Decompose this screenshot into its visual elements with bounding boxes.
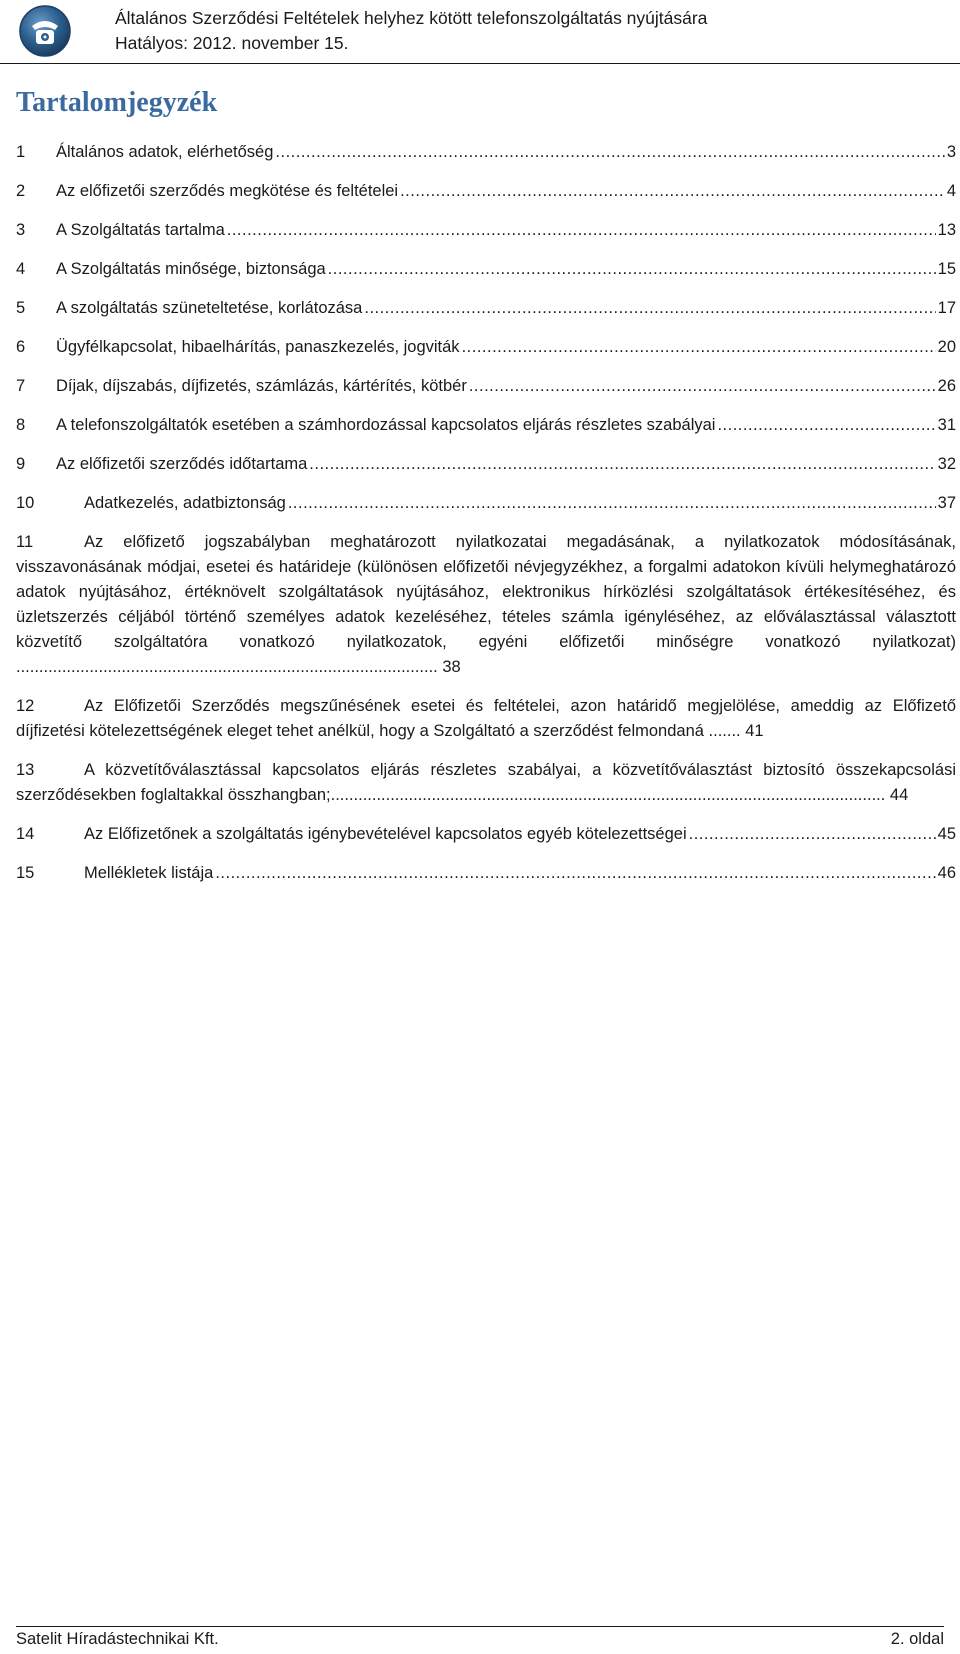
toc-entry-number: 7 — [16, 377, 26, 395]
toc-entry-page: 32 — [937, 455, 956, 473]
toc-entry-page: 41 — [745, 722, 764, 740]
toc-entry-title: Az Előfizetőnek a szolgáltatás igénybevételével kapcsolatos egyéb kötelezettségei — [84, 825, 687, 843]
toc-entry-title: Ügyfélkapcsolat, hibaelhárítás, panaszkezelés, jogviták — [56, 338, 460, 356]
toc-entry-title: Általános adatok, elérhetőség — [56, 143, 274, 161]
effective-date: Hatályos: 2012. november 15. — [115, 33, 349, 53]
toc-entry-title: Adatkezelés, adatbiztonság — [84, 494, 286, 512]
toc-entry-body — [16, 694, 956, 744]
dot-leader: ....... — [708, 722, 741, 740]
toc-entry-number: 4 — [16, 260, 26, 278]
toc-entry[interactable] — [16, 758, 956, 808]
toc-entry[interactable] — [16, 296, 956, 321]
toc-entry-page: 45 — [937, 825, 956, 843]
toc-entry-number: 9 — [16, 455, 26, 473]
toc-entry-page: 4 — [946, 182, 956, 200]
toc-entry[interactable] — [16, 413, 956, 438]
dot-leader: ......................................................................................................................... — [330, 786, 886, 804]
dot-leader — [275, 140, 944, 165]
toc-entry-number: 8 — [16, 416, 26, 434]
footer-company: Satelit Híradástechnikai Kft. — [16, 1630, 219, 1648]
toc-entry-number: 13 — [16, 761, 35, 779]
dot-leader: ............................................................................................ — [16, 658, 438, 676]
table-of-contents — [16, 140, 956, 900]
toc-entry-body — [16, 758, 956, 808]
dot-leader — [364, 296, 935, 321]
toc-entry-title: A közvetítőválasztással kapcsolatos eljárás részletes szabályai, a közvetítőválasztást biztosító összekapcsolási szerződésekben foglaltakkal összhangban; — [16, 761, 956, 804]
document-title: Általános Szerződési Feltételek helyhez kötött telefonszolgáltatás nyújtására — [115, 8, 708, 28]
toc-entry-number: 3 — [16, 221, 26, 239]
toc-entry[interactable] — [16, 374, 956, 399]
toc-entry-page: 20 — [937, 338, 956, 356]
dot-leader — [309, 452, 935, 477]
toc-entry[interactable] — [16, 452, 956, 477]
toc-entry[interactable] — [16, 822, 956, 847]
toc-entry[interactable] — [16, 140, 956, 165]
toc-entry-page: 15 — [937, 260, 956, 278]
dot-leader — [328, 257, 936, 282]
toc-entry-page: 17 — [937, 299, 956, 317]
toc-entry[interactable] — [16, 218, 956, 243]
toc-title: Tartalomjegyzék — [16, 87, 218, 118]
toc-entry-page: 13 — [937, 221, 956, 239]
header-divider — [0, 63, 960, 64]
toc-entry[interactable] — [16, 694, 956, 744]
page-header — [0, 0, 960, 66]
toc-entry-title: Díjak, díjszabás, díjfizetés, számlázás, kártérítés, kötbér — [56, 377, 467, 395]
toc-entry[interactable] — [16, 861, 956, 886]
toc-entry-page: 26 — [937, 377, 956, 395]
dot-leader — [288, 491, 936, 516]
toc-entry[interactable] — [16, 530, 956, 680]
toc-entry-page: 46 — [937, 864, 956, 882]
toc-entry-page: 31 — [937, 416, 956, 434]
toc-entry-title: Az előfizetői szerződés megkötése és feltételei — [56, 182, 399, 200]
toc-entry-title: Mellékletek listája — [84, 864, 214, 882]
footer-divider — [16, 1626, 944, 1627]
telephone-icon — [18, 4, 72, 58]
toc-entry-title: A Szolgáltatás tartalma — [56, 221, 225, 239]
toc-entry-title: A szolgáltatás szüneteltetése, korlátozása — [56, 299, 363, 317]
toc-entry-number: 1 — [16, 143, 26, 161]
toc-entry-page: 44 — [889, 786, 909, 804]
footer-page-number: 2. oldal — [890, 1630, 944, 1648]
toc-entry-number: 11 — [16, 533, 34, 551]
dot-leader — [400, 179, 945, 204]
toc-entry-page: 3 — [946, 143, 956, 161]
toc-entry-number: 12 — [16, 697, 35, 715]
toc-entry-number: 6 — [16, 338, 26, 356]
dot-leader — [215, 861, 935, 886]
toc-entry[interactable] — [16, 335, 956, 360]
toc-entry[interactable] — [16, 257, 956, 282]
toc-entry-body — [16, 530, 956, 680]
toc-entry-title: A Szolgáltatás minősége, biztonsága — [56, 260, 326, 278]
toc-entry-number: 5 — [16, 299, 26, 317]
toc-entry-number: 2 — [16, 182, 26, 200]
toc-entry-title: A telefonszolgáltatók esetében a számhordozással kapcsolatos eljárás részletes szabályai — [56, 416, 716, 434]
toc-entry[interactable] — [16, 179, 956, 204]
dot-leader — [462, 335, 936, 360]
toc-entry-page: 38 — [442, 658, 461, 676]
toc-entry-number: 10 — [16, 494, 35, 512]
toc-entry-title: Az előfizetői szerződés időtartama — [56, 455, 308, 473]
toc-entry-page: 37 — [937, 494, 956, 512]
toc-entry-title: Az előfizető jogszabályban meghatározott nyilatkozatai megadásának, a nyilatkozatok módosításának, visszavonásának módjai, esetei és határideje (különösen előfizetői névjegyzékhez, a forgalmi adatokon kívüli helymeghatározó adatok nyújtásához, értéknövelt szolgáltatások nyújtásához, elektronikus hírközlési szolgáltatások értékesítéséhez, és üzletszerzés céljából történő személyes adatok kezeléséhez, tételes számla igényléséhez, az előválasztással választott közvetítő szolgáltatóra vonatkozó nyilatkozatok, egyéni előfizetői minőségre vonatkozó nyilatkozat) — [16, 533, 956, 651]
toc-entry[interactable] — [16, 491, 956, 516]
toc-entry-title: Az Előfizetői Szerződés megszűnésének esetei és feltételei, azon határidő megjelölése, ameddig az Előfizető díjfizetési kötelezettségének eleget tehet anélkül, hogy a Szolgáltató a szerződést felmondaná — [16, 697, 956, 740]
toc-entry-number: 15 — [16, 864, 35, 882]
header-text — [115, 6, 707, 56]
dot-leader — [469, 374, 936, 399]
dot-leader — [689, 822, 936, 847]
toc-entry-number: 14 — [16, 825, 35, 843]
dot-leader — [717, 413, 935, 438]
dot-leader — [227, 218, 936, 243]
